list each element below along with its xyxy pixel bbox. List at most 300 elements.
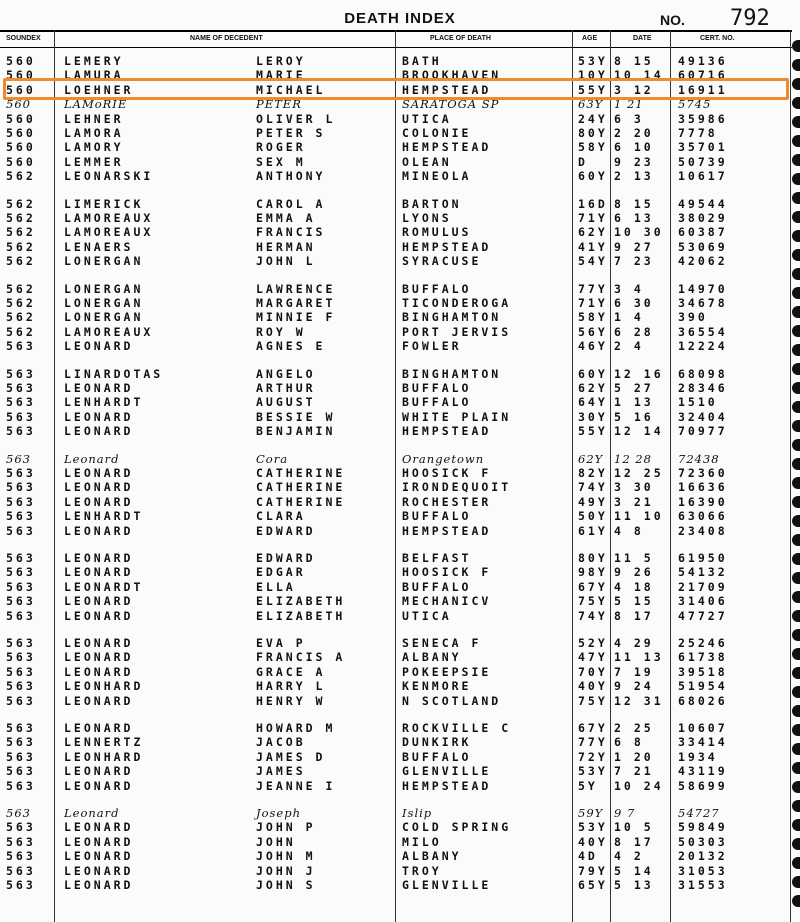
binder-hole (792, 819, 800, 831)
age-cell: D (578, 154, 588, 169)
surname-cell: LEONARD (64, 608, 134, 623)
surname-cell: LOEHNER (64, 82, 134, 97)
cert-number-cell: 72438 (678, 451, 720, 466)
table-row (0, 367, 792, 381)
date-cell: 3 4 (614, 281, 644, 296)
binder-hole (792, 439, 800, 451)
surname-cell: LAMORA (64, 126, 124, 140)
age-cell: 67Y (578, 721, 608, 735)
table-row (0, 325, 792, 339)
binder-hole (792, 800, 800, 812)
table-row (0, 112, 792, 126)
place-cell: HEMPSTEAD (402, 239, 492, 254)
table-row (0, 410, 792, 424)
age-cell: 82Y (578, 466, 608, 480)
binder-holes (792, 40, 800, 920)
cert-number-cell: 12224 (678, 339, 728, 354)
col-place: PLACE OF DEATH (430, 35, 491, 42)
cert-number-cell: 35701 (678, 140, 728, 155)
binder-hole (792, 686, 800, 698)
cert-number-cell: 16390 (678, 494, 728, 509)
col-age: AGE (582, 35, 598, 42)
age-cell: 41Y (578, 239, 608, 254)
cert-number-cell: 36554 (678, 324, 728, 339)
date-cell: 12 14 (614, 424, 664, 439)
cert-number-cell: 10607 (678, 721, 728, 735)
table-row (0, 849, 792, 863)
place-cell: COLD SPRING (402, 820, 512, 835)
table-row (0, 155, 792, 169)
given-name-cell: BENJAMIN (256, 424, 336, 439)
given-name-cell: ROGER (256, 140, 306, 155)
place-cell: HOOSICK F (402, 466, 492, 480)
place-cell: ROCKVILLE C (402, 721, 512, 735)
date-cell: 5 13 (614, 878, 654, 892)
surname-cell: LEONARD (64, 565, 134, 580)
cert-number-cell: 1934 (678, 749, 718, 764)
binder-hole (792, 743, 800, 755)
date-cell: 8 15 (614, 54, 654, 68)
soundex-cell: 560 (6, 54, 36, 68)
table-row (0, 296, 792, 310)
binder-hole (792, 97, 800, 109)
place-cell: ROMULUS (402, 225, 472, 240)
surname-cell: LEONARD (64, 636, 134, 650)
surname-cell: LEONARD (64, 721, 134, 735)
table-row (0, 310, 792, 324)
given-name-cell: JACOB (256, 735, 306, 750)
place-cell: BELFAST (402, 551, 472, 565)
soundex-cell: 563 (6, 863, 36, 878)
date-cell: 4 18 (614, 579, 654, 594)
binder-hole (792, 534, 800, 546)
cert-number-cell: 54727 (678, 806, 720, 820)
place-cell: UTICA (402, 111, 452, 126)
surname-cell: LIMERICK (64, 196, 144, 211)
age-cell: 60Y (578, 366, 608, 381)
place-cell: MINEOLA (402, 169, 472, 184)
date-cell: 9 26 (614, 565, 654, 580)
place-cell: SARATOGA SP (402, 97, 500, 112)
binder-hole (792, 40, 800, 52)
soundex-cell: 560 (6, 126, 36, 140)
cert-number-cell: 28346 (678, 381, 728, 395)
table-row (0, 466, 792, 480)
place-cell: GLENVILLE (402, 764, 492, 779)
given-name-cell: ARTHUR (256, 381, 316, 395)
age-cell: 56Y (578, 324, 608, 339)
surname-cell: LEONARDT (64, 579, 144, 594)
table-row (0, 54, 792, 68)
binder-hole (792, 876, 800, 888)
date-cell: 3 12 (614, 82, 654, 97)
given-name-cell: AUGUST (256, 395, 316, 410)
surname-cell: LONERGAN (64, 296, 144, 310)
table-row (0, 764, 792, 778)
place-cell: ALBANY (402, 849, 462, 864)
binder-hole (792, 420, 800, 432)
cert-number-cell: 16636 (678, 480, 728, 495)
given-name-cell: CATHERINE (256, 480, 346, 495)
soundex-cell: 563 (6, 679, 36, 694)
binder-hole (792, 895, 800, 907)
cert-number-cell: 61950 (678, 551, 728, 565)
surname-cell: LONERGAN (64, 254, 144, 269)
binder-hole (792, 59, 800, 71)
date-cell: 8 15 (614, 196, 654, 211)
age-cell: 49Y (578, 494, 608, 509)
date-cell: 1 20 (614, 749, 654, 764)
soundex-cell: 560 (6, 82, 36, 97)
cert-number-cell: 61738 (678, 650, 728, 665)
cert-number-cell: 54132 (678, 565, 728, 580)
surname-cell: LEONARD (64, 764, 134, 779)
place-cell: DUNKIRK (402, 735, 472, 750)
binder-hole (792, 553, 800, 565)
soundex-cell: 563 (6, 381, 36, 395)
soundex-cell: 563 (6, 480, 36, 495)
table-row (0, 820, 792, 834)
soundex-cell: 563 (6, 778, 36, 793)
given-name-cell: OLIVER L (256, 111, 336, 126)
date-cell: 6 30 (614, 296, 654, 310)
binder-hole (792, 154, 800, 166)
given-name-cell: BESSIE W (256, 409, 336, 424)
age-cell: 53Y (578, 54, 608, 68)
given-name-cell: ROY W (256, 324, 306, 339)
given-name-cell: EDWARD (256, 551, 316, 565)
binder-hole (792, 629, 800, 641)
binder-hole (792, 572, 800, 584)
binder-hole (792, 705, 800, 717)
date-cell: 7 19 (614, 664, 654, 679)
soundex-cell: 563 (6, 551, 36, 565)
cert-number-cell: 390 (678, 310, 708, 325)
soundex-cell: 563 (6, 366, 36, 381)
date-cell: 12 28 (614, 451, 652, 466)
surname-cell: LEONHARD (64, 749, 144, 764)
age-cell: 71Y (578, 211, 608, 225)
given-name-cell: CAROL A (256, 196, 326, 211)
table-row (0, 197, 792, 211)
surname-cell: LEONARD (64, 523, 134, 538)
binder-hole (792, 781, 800, 793)
given-name-cell: Cora (256, 451, 289, 466)
surname-cell: LEONARD (64, 650, 134, 665)
date-cell: 1 21 (614, 97, 644, 112)
soundex-cell: 563 (6, 424, 36, 439)
col-name: NAME OF DECEDENT (190, 35, 263, 42)
col-date: DATE (633, 35, 652, 42)
table-row (0, 395, 792, 409)
date-cell: 6 13 (614, 211, 654, 225)
date-cell: 11 5 (614, 551, 654, 565)
surname-cell: LENNERTZ (64, 735, 144, 750)
column-header-row (0, 30, 792, 48)
binder-hole (792, 268, 800, 280)
cert-number-cell: 35986 (678, 111, 728, 126)
binder-hole (792, 363, 800, 375)
age-cell: 59Y (578, 806, 604, 820)
table-row (0, 169, 792, 183)
cert-number-cell: 34678 (678, 296, 728, 310)
date-cell: 1 4 (614, 310, 644, 325)
binder-hole (792, 648, 800, 660)
surname-cell: LENHARDT (64, 395, 144, 410)
date-cell: 5 14 (614, 863, 654, 878)
table-row (0, 140, 792, 154)
table-row (0, 225, 792, 239)
soundex-cell: 563 (6, 664, 36, 679)
table-row (0, 211, 792, 225)
cert-number-cell: 14970 (678, 281, 728, 296)
given-name-cell: MARGARET (256, 296, 336, 310)
cert-number-cell: 31406 (678, 594, 728, 609)
soundex-cell: 562 (6, 324, 36, 339)
surname-cell: LAMORY (64, 140, 124, 155)
soundex-cell: 560 (6, 140, 36, 155)
binder-hole (792, 496, 800, 508)
index-number-label: NO. (660, 12, 685, 28)
age-cell: 40Y (578, 679, 608, 694)
cert-number-cell: 60716 (678, 68, 728, 83)
cert-number-cell: 58699 (678, 778, 728, 793)
cert-number-cell: 7778 (678, 126, 718, 140)
age-cell: 52Y (578, 636, 608, 650)
given-name-cell: LAWRENCE (256, 281, 336, 296)
date-cell: 9 24 (614, 679, 654, 694)
soundex-cell: 563 (6, 409, 36, 424)
age-cell: 4D (578, 849, 598, 864)
table-row (0, 779, 792, 793)
age-cell: 5Y (578, 778, 598, 793)
place-cell: BINGHAMTON (402, 310, 502, 325)
age-cell: 58Y (578, 310, 608, 325)
place-cell: N SCOTLAND (402, 693, 502, 708)
soundex-cell: 562 (6, 169, 36, 184)
age-cell: 62Y (578, 451, 604, 466)
table-row (0, 806, 792, 820)
cert-number-cell: 59849 (678, 820, 728, 835)
surname-cell: LAMOREAUX (64, 324, 154, 339)
table-row (0, 750, 792, 764)
cert-number-cell: 72360 (678, 466, 728, 480)
table-row (0, 636, 792, 650)
soundex-cell: 560 (6, 154, 36, 169)
given-name-cell: EDWARD (256, 523, 316, 538)
binder-hole (792, 116, 800, 128)
surname-cell: LEONARD (64, 466, 134, 480)
soundex-cell: 563 (6, 494, 36, 509)
binder-hole (792, 477, 800, 489)
binder-hole (792, 135, 800, 147)
given-name-cell: JAMES (256, 764, 306, 779)
place-cell: BUFFALO (402, 395, 472, 410)
place-cell: HEMPSTEAD (402, 82, 492, 97)
table-row (0, 580, 792, 594)
soundex-cell: 562 (6, 254, 36, 269)
date-cell: 12 25 (614, 466, 664, 480)
place-cell: TICONDEROGA (402, 296, 512, 310)
place-cell: BUFFALO (402, 509, 472, 524)
surname-cell: LEONARD (64, 693, 134, 708)
given-name-cell: CATHERINE (256, 466, 346, 480)
surname-cell: LEONARD (64, 551, 134, 565)
age-cell: 80Y (578, 551, 608, 565)
binder-hole (792, 325, 800, 337)
age-cell: 53Y (578, 820, 608, 835)
age-cell: 50Y (578, 509, 608, 524)
given-name-cell: HOWARD M (256, 721, 336, 735)
surname-cell: LEONARD (64, 381, 134, 395)
soundex-cell: 562 (6, 281, 36, 296)
soundex-cell: 563 (6, 594, 36, 609)
table-row (0, 694, 792, 708)
given-name-cell: MARIE (256, 68, 306, 83)
binder-hole (792, 192, 800, 204)
date-cell: 1 13 (614, 395, 654, 410)
soundex-cell: 563 (6, 849, 36, 864)
table-row (0, 594, 792, 608)
date-cell: 9 7 (614, 806, 636, 820)
surname-cell: LAMOREAUX (64, 211, 154, 225)
given-name-cell: LEROY (256, 54, 306, 68)
binder-hole (792, 249, 800, 261)
date-cell: 12 16 (614, 366, 664, 381)
given-name-cell: ANGELO (256, 366, 316, 381)
soundex-cell: 563 (6, 395, 36, 410)
surname-cell: LAMoRIE (64, 97, 128, 112)
place-cell: UTICA (402, 608, 452, 623)
place-cell: POKEEPSIE (402, 664, 492, 679)
cert-number-cell: 53069 (678, 239, 728, 254)
surname-cell: LEONARD (64, 494, 134, 509)
given-name-cell: EDGAR (256, 565, 306, 580)
table-row (0, 254, 792, 268)
cert-number-cell: 20132 (678, 849, 728, 864)
given-name-cell: ELIZABETH (256, 594, 346, 609)
age-cell: 53Y (578, 764, 608, 779)
given-name-cell: FRANCIS (256, 225, 326, 240)
cert-number-cell: 39518 (678, 664, 728, 679)
cert-number-cell: 63066 (678, 509, 728, 524)
surname-cell: LEONARD (64, 834, 134, 849)
date-cell: 11 13 (614, 650, 664, 665)
surname-cell: LEMMER (64, 154, 124, 169)
surname-cell: LAMOREAUX (64, 225, 154, 240)
soundex-cell: 563 (6, 451, 31, 466)
surname-cell: LONERGAN (64, 281, 144, 296)
date-cell: 4 8 (614, 523, 644, 538)
given-name-cell: ANTHONY (256, 169, 326, 184)
given-name-cell: JOHN J (256, 863, 316, 878)
surname-cell: LEONARD (64, 339, 134, 354)
place-cell: SENECA F (402, 636, 482, 650)
soundex-cell: 562 (6, 310, 36, 325)
place-cell: BUFFALO (402, 381, 472, 395)
age-cell: 98Y (578, 565, 608, 580)
surname-cell: LEONARD (64, 424, 134, 439)
place-cell: HEMPSTEAD (402, 140, 492, 155)
place-cell: BUFFALO (402, 579, 472, 594)
soundex-cell: 563 (6, 806, 31, 820)
place-cell: LYONS (402, 211, 452, 225)
age-cell: 65Y (578, 878, 608, 892)
date-cell: 8 17 (614, 608, 654, 623)
soundex-cell: 563 (6, 509, 36, 524)
soundex-cell: 562 (6, 239, 36, 254)
surname-cell: LAMURA (64, 68, 124, 83)
surname-cell: Leonard (64, 806, 120, 820)
binder-hole (792, 173, 800, 185)
table-row (0, 551, 792, 565)
table-row (0, 339, 792, 353)
cert-number-cell: 42062 (678, 254, 728, 269)
age-cell: 77Y (578, 735, 608, 750)
table-row (0, 424, 792, 438)
cert-number-cell: 10617 (678, 169, 728, 184)
table-row (0, 240, 792, 254)
binder-hole (792, 610, 800, 622)
place-cell: BROOKHAVEN (402, 68, 502, 83)
given-name-cell: JEANNE I (256, 778, 336, 793)
selected-record-highlight (3, 78, 789, 100)
date-cell: 5 15 (614, 594, 654, 609)
cert-number-cell: 31553 (678, 878, 728, 892)
soundex-cell: 560 (6, 68, 36, 83)
soundex-cell: 563 (6, 579, 36, 594)
age-cell: 64Y (578, 395, 608, 410)
given-name-cell: ELLA (256, 579, 296, 594)
given-name-cell: JOHN P (256, 820, 316, 835)
soundex-cell: 563 (6, 523, 36, 538)
cert-number-cell: 25246 (678, 636, 728, 650)
cert-number-cell: 51954 (678, 679, 728, 694)
date-cell: 9 27 (614, 239, 654, 254)
binder-hole (792, 667, 800, 679)
place-cell: BINGHAMTON (402, 366, 502, 381)
surname-cell: LEONARD (64, 594, 134, 609)
cert-number-cell: 5745 (678, 97, 712, 112)
soundex-cell: 563 (6, 749, 36, 764)
soundex-cell: 560 (6, 111, 36, 126)
given-name-cell: MICHAEL (256, 82, 326, 97)
surname-cell: Leonard (64, 451, 120, 466)
place-cell: PORT JERVIS (402, 324, 512, 339)
surname-cell: LENAERS (64, 239, 134, 254)
table-row (0, 480, 792, 494)
cert-number-cell: 70977 (678, 424, 728, 439)
table-row (0, 495, 792, 509)
given-name-cell: CATHERINE (256, 494, 346, 509)
cert-number-cell: 68026 (678, 693, 728, 708)
soundex-cell: 563 (6, 735, 36, 750)
given-name-cell: JOHN M (256, 849, 316, 864)
table-row (0, 524, 792, 538)
given-name-cell: EVA P (256, 636, 306, 650)
soundex-cell: 563 (6, 834, 36, 849)
surname-cell: LEONARD (64, 849, 134, 864)
binder-hole (792, 401, 800, 413)
binder-hole (792, 344, 800, 356)
table-row (0, 509, 792, 523)
age-cell: 70Y (578, 664, 608, 679)
soundex-cell: 563 (6, 608, 36, 623)
date-cell: 11 10 (614, 509, 664, 524)
date-cell: 6 3 (614, 111, 644, 126)
place-cell: Islip (402, 806, 433, 820)
soundex-cell: 562 (6, 211, 36, 225)
